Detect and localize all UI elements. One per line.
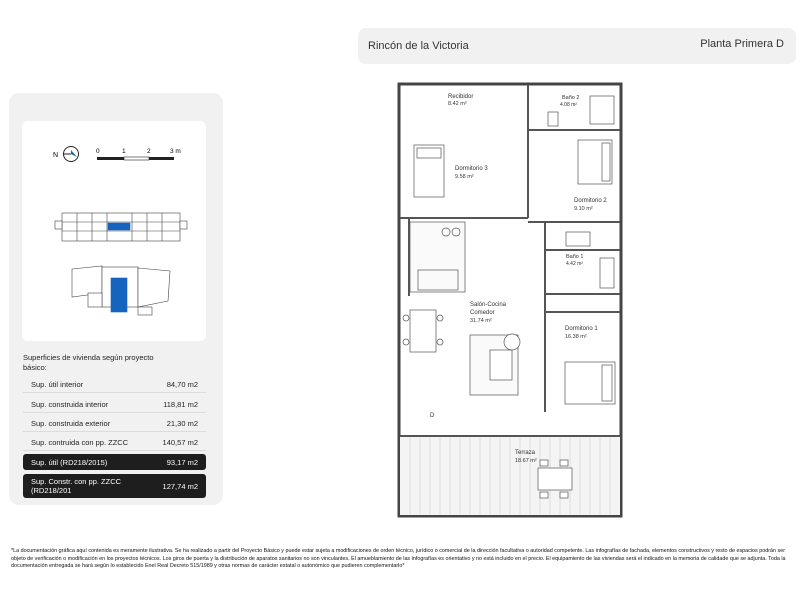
- area-value: 21,30 m2: [166, 419, 198, 428]
- area-label: Sup. Constr. con pp. ZZCC (RD218/201: [31, 477, 122, 495]
- area-label: Sup. contruida con pp. ZZCC: [31, 438, 129, 447]
- scale-tick: 3 m: [170, 148, 181, 155]
- room-area: 31.74 m²: [470, 318, 492, 324]
- area-row: [23, 376, 206, 393]
- room-area: 9.58 m²: [455, 174, 474, 180]
- location-title: Rincón de la Victoria: [368, 40, 469, 52]
- compass-icon: [63, 147, 79, 162]
- room-area: 9.10 m²: [574, 206, 593, 212]
- scale-tick: 1: [122, 148, 126, 155]
- unit-title: Planta Primera D: [700, 38, 784, 50]
- room-area: 18.67 m²: [515, 458, 537, 464]
- area-row-highlight: [23, 474, 206, 498]
- room-name: Dormitorio 1: [565, 326, 598, 332]
- area-value: 127,74 m2: [162, 482, 198, 491]
- area-value: 140,57 m2: [162, 438, 198, 447]
- room-name: Dormitorio 3: [455, 166, 488, 172]
- area-row: [23, 434, 206, 451]
- area-row: [23, 415, 206, 432]
- area-value: 93,17 m2: [166, 458, 198, 467]
- area-value: 118,81 m2: [163, 400, 198, 409]
- room-name: Salón-Cocina: [470, 302, 507, 308]
- header-bar: [358, 28, 796, 64]
- areas-heading: Superficies de vivienda según proyecto básico:: [23, 353, 154, 372]
- sofa: [470, 334, 520, 395]
- unit-highlight-plan: [111, 278, 127, 312]
- area-label: Sup. construida interior: [31, 400, 109, 409]
- room-area: 4.42 m²: [566, 261, 583, 267]
- area-label: Sup. útil interior: [31, 380, 84, 389]
- area-label: Sup. útil (RD218/2015): [31, 458, 108, 467]
- bed-icon: [565, 362, 615, 404]
- terrace-floor: [400, 437, 620, 515]
- room-name: Dormitorio 2: [574, 198, 607, 204]
- room-name: Baño 2: [562, 95, 580, 101]
- room-name: Baño 1: [566, 254, 584, 260]
- room-area: 8.42 m²: [448, 101, 467, 107]
- room-area: 4.08 m²: [560, 102, 577, 108]
- bed-icon: [414, 145, 444, 197]
- area-value: 84,70 m2: [166, 380, 198, 389]
- area-label: Sup. construida exterior: [31, 419, 111, 428]
- room-name: Terraza: [515, 450, 536, 456]
- unit-highlight-elevation: [108, 223, 130, 230]
- scale-bar: [96, 148, 181, 160]
- scale-tick: 2: [147, 148, 151, 155]
- bed-icon: [578, 140, 612, 184]
- room-area: 16.38 m²: [565, 334, 587, 340]
- dining-table: [403, 310, 443, 352]
- kitchen-counter: [410, 222, 465, 292]
- building-elevation: [55, 213, 187, 241]
- room-name: Recibidor: [448, 94, 474, 100]
- room-name: Comedor: [470, 310, 495, 316]
- compass-label: N: [53, 152, 59, 159]
- area-row-highlight: [23, 454, 206, 470]
- legal-disclaimer: *La documentación gráfica aquí contenida es meramente ilustrativa. Se ha realizado a partir del Proyecto Básico y puede estar sujeta a modificaciones de orden técnico, jurídico o comercial de la dirección facultativa o autoridad competente. Las infografías de fachada, elementos constructivos y resto de espacios podrán ser objeto de verificación o modificación en los proyectos técnicos. Los giros de puerta y la distribución de aparatos sanitarios no son vinculantes. El amueblamiento de las infografías es orientativo y no está incluido en el precio. El equipamiento de las viviendas será el indicado en la memoria de calidade que se adjunta. Toda la documentación entregada se hará según lo establecido Enel Real Decreto 515/1989 y otras normas de carácter estatal o autonómico que pudieren complementarlo*: [11, 548, 786, 569]
- floor-key-plan: [72, 266, 170, 315]
- key-plan-card: [22, 121, 206, 341]
- scale-tick: 0: [96, 148, 100, 155]
- door-marker: D: [430, 413, 435, 419]
- floor-plan: [380, 75, 640, 525]
- area-row: [23, 396, 206, 413]
